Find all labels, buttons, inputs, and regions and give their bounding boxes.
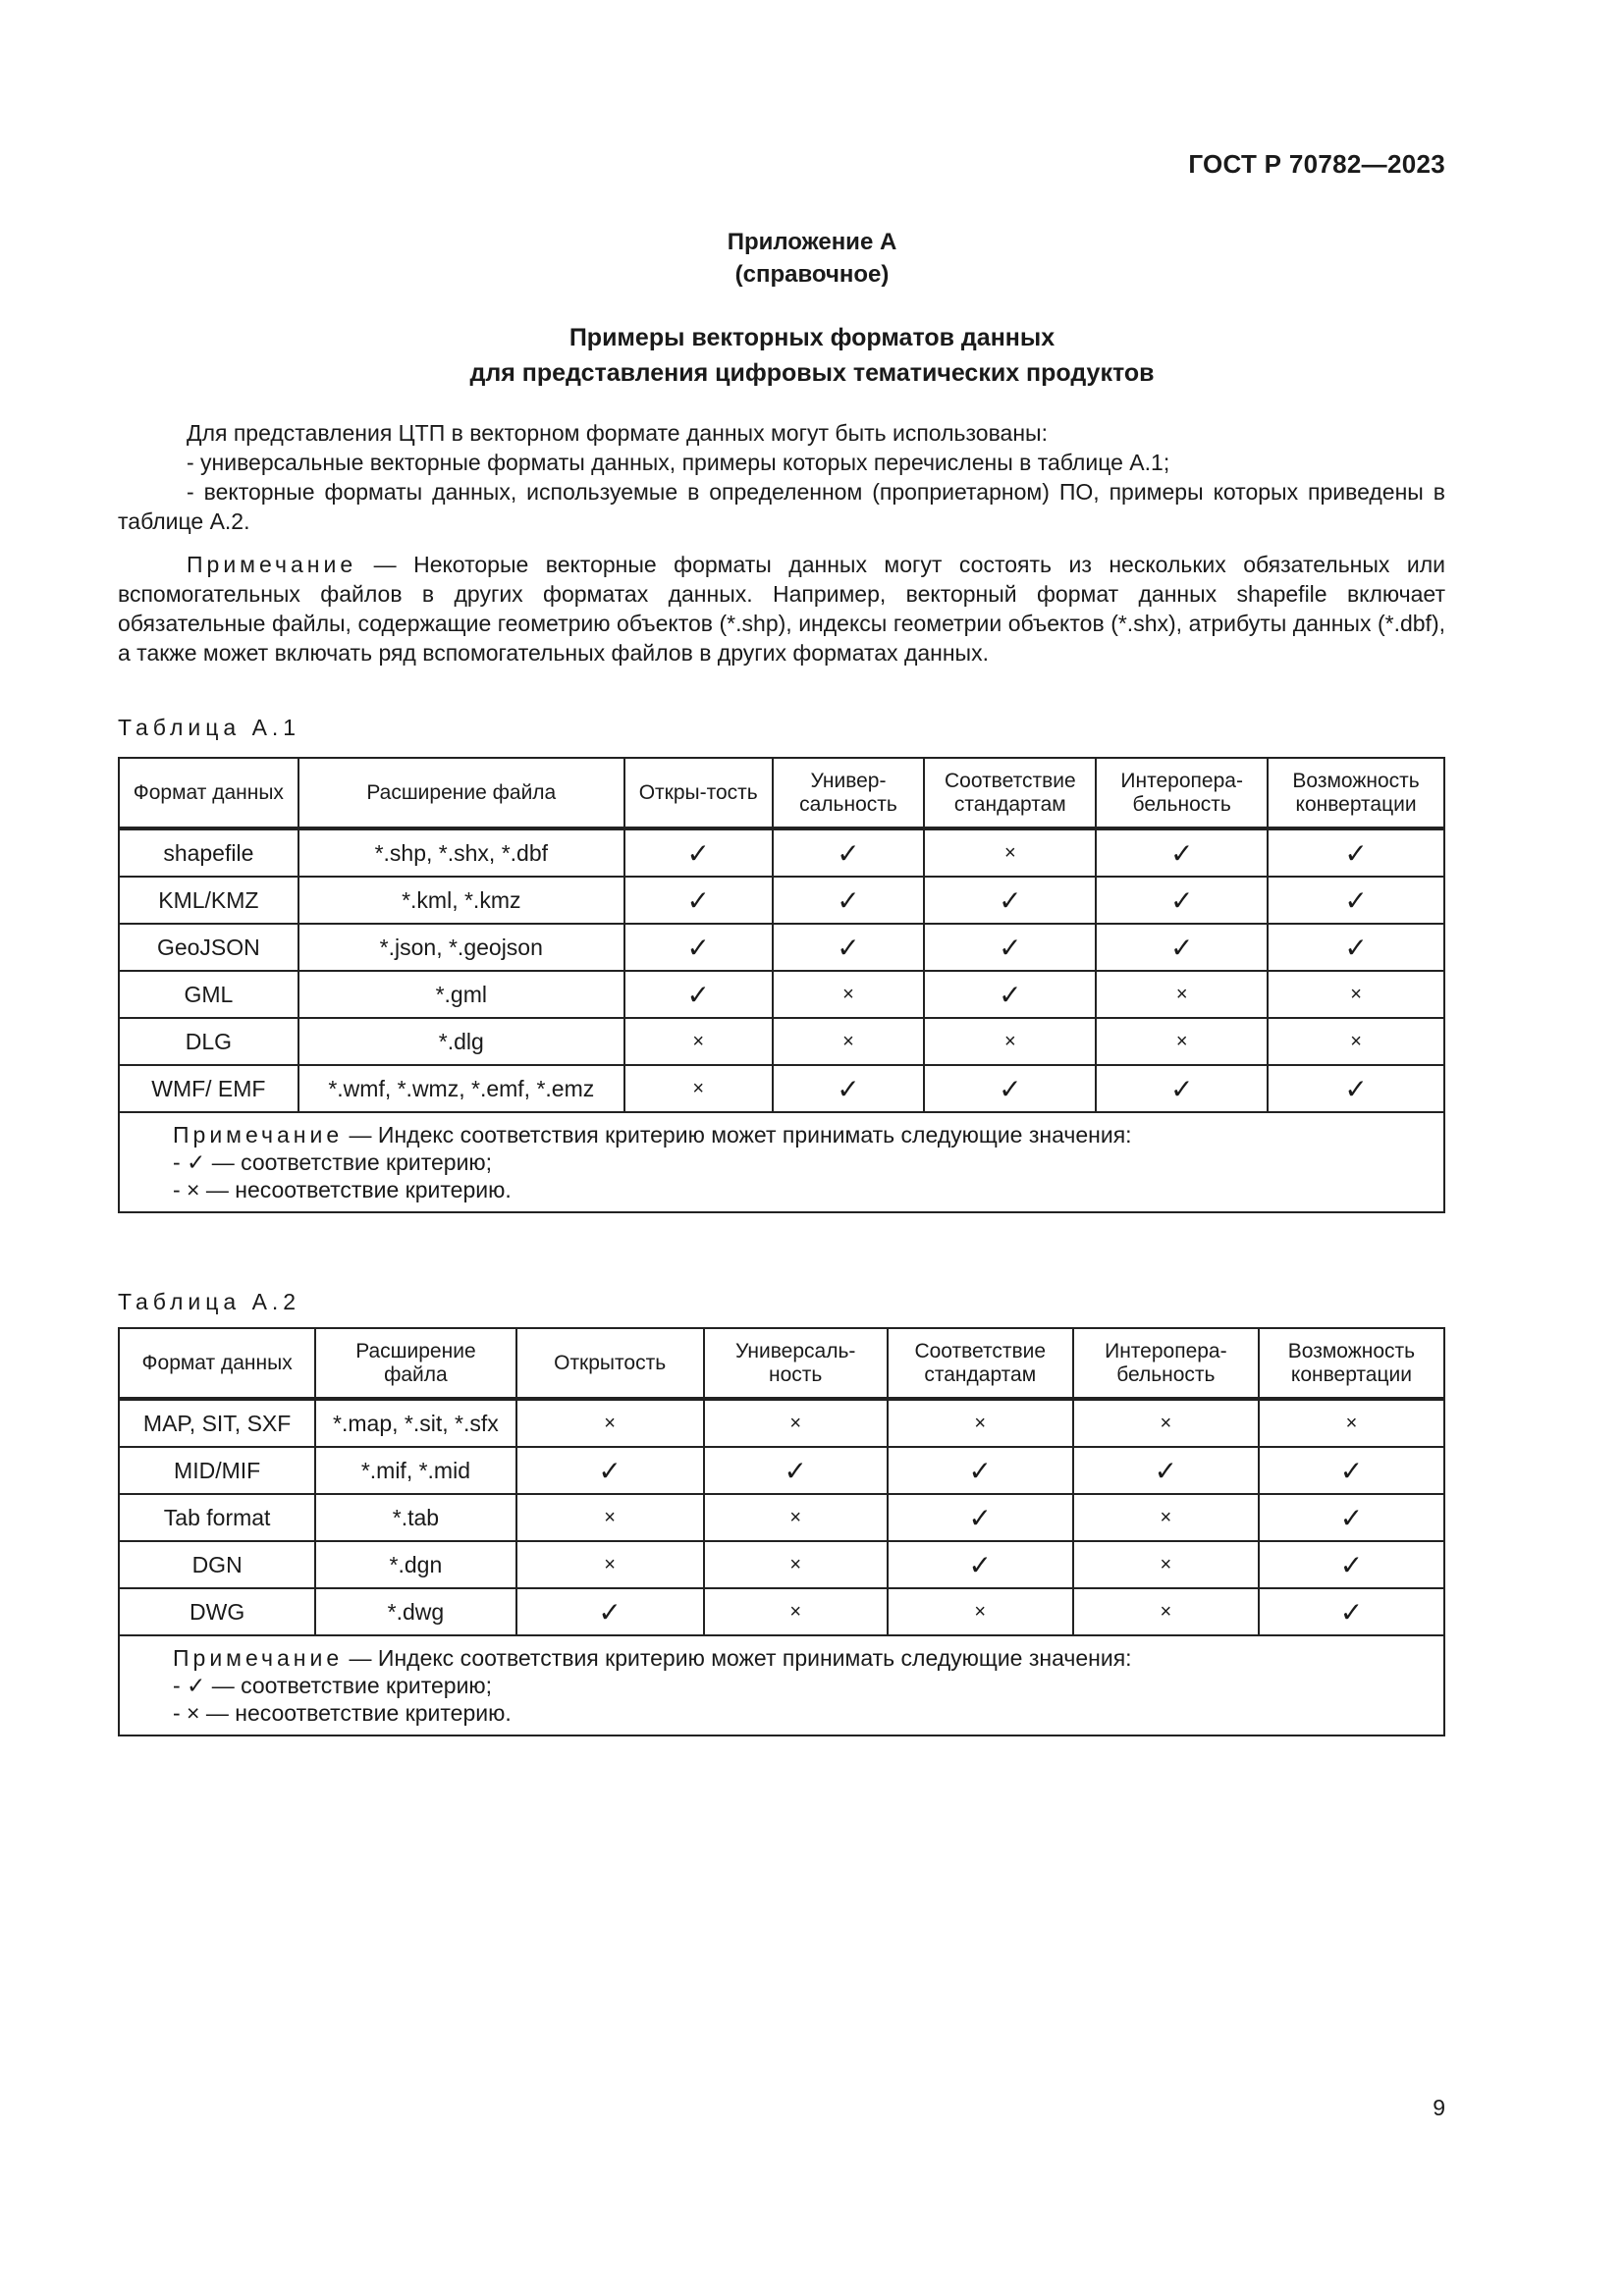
criterion-cell: ✓ — [1268, 877, 1444, 924]
criterion-cell: × — [1073, 1494, 1259, 1541]
table1-header-cell: Откры-тость — [624, 758, 773, 828]
criterion-cell: × — [1073, 1541, 1259, 1588]
criterion-cell: ✓ — [1073, 1447, 1259, 1494]
criterion-cell: × — [1096, 1018, 1268, 1065]
intro-note — [118, 550, 1445, 667]
table1 — [118, 757, 1445, 1213]
format-cell: DWG — [119, 1588, 315, 1635]
table2-caption: Таблица А.2 — [118, 1289, 301, 1314]
extension-cell: *.json, *.geojson — [298, 924, 624, 971]
criterion-cell: × — [924, 1018, 1096, 1065]
criterion-cell: ✓ — [924, 971, 1096, 1018]
table1-note-text: — Индекс соответствия критерию может принимать следующие значения: — [343, 1122, 1132, 1148]
table2-header-cell: Открытость — [516, 1328, 704, 1399]
table2-note-item: - ✓ — соответствие критерию; — [173, 1673, 493, 1698]
criterion-cell: ✓ — [1259, 1447, 1444, 1494]
criterion-cell: ✓ — [516, 1447, 704, 1494]
intro-lead: Для представления ЦТП в векторном формате данных могут быть использованы: — [187, 420, 1048, 446]
table-row — [119, 1447, 1444, 1494]
criterion-cell: ✓ — [924, 877, 1096, 924]
table2-note — [119, 1635, 1444, 1735]
table2-header-cell: Универсаль-ность — [704, 1328, 888, 1399]
criterion-cell: × — [1268, 1018, 1444, 1065]
document-code: ГОСТ Р 70782—2023 — [1188, 149, 1445, 179]
format-cell: KML/KMZ — [119, 877, 298, 924]
format-cell: shapefile — [119, 828, 298, 877]
table1-note-row — [119, 1112, 1444, 1212]
criterion-cell: ✓ — [888, 1494, 1073, 1541]
criterion-cell: × — [773, 971, 925, 1018]
criterion-cell: ✓ — [1268, 828, 1444, 877]
format-cell: WMF/ EMF — [119, 1065, 298, 1112]
intro-note-label: Примечание — [187, 552, 357, 577]
criterion-cell: ✓ — [773, 924, 925, 971]
table1-header-cell: Расширение файла — [298, 758, 624, 828]
criterion-cell: × — [704, 1399, 888, 1447]
criterion-cell: ✓ — [624, 877, 773, 924]
section-title-line2: для представления цифровых тематических продуктов — [469, 359, 1155, 387]
table-row — [119, 924, 1444, 971]
criterion-cell: ✓ — [1096, 924, 1268, 971]
table-row — [119, 1541, 1444, 1588]
table2-header-cell: Возможность конвертации — [1259, 1328, 1444, 1399]
criterion-cell: ✓ — [888, 1447, 1073, 1494]
table-row — [119, 877, 1444, 924]
criterion-cell: × — [1073, 1588, 1259, 1635]
format-cell: DGN — [119, 1541, 315, 1588]
criterion-cell: × — [704, 1588, 888, 1635]
extension-cell: *.dlg — [298, 1018, 624, 1065]
section-title — [0, 320, 1624, 391]
table1-header-cell: Соответствие стандартам — [924, 758, 1096, 828]
criterion-cell: ✓ — [624, 971, 773, 1018]
table1-header-row — [119, 758, 1444, 828]
annex-heading — [0, 226, 1624, 291]
criterion-cell: ✓ — [1268, 924, 1444, 971]
criterion-cell: × — [516, 1541, 704, 1588]
extension-cell: *.dgn — [315, 1541, 515, 1588]
criterion-cell: ✓ — [1096, 877, 1268, 924]
criterion-cell: ✓ — [773, 828, 925, 877]
table2-header-row — [119, 1328, 1444, 1399]
criterion-cell: × — [888, 1588, 1073, 1635]
criterion-cell: ✓ — [888, 1541, 1073, 1588]
table1-note-label: Примечание — [173, 1122, 344, 1148]
criterion-cell: × — [516, 1494, 704, 1541]
criterion-cell: ✓ — [704, 1447, 888, 1494]
intro-item-2: - векторные форматы данных, используемые в определенном (проприетарном) ПО, примеры которых приведены в таблице А.2. — [118, 479, 1445, 534]
table1-header-cell: Формат данных — [119, 758, 298, 828]
extension-cell: *.gml — [298, 971, 624, 1018]
table1-header-cell: Интеропера-бельность — [1096, 758, 1268, 828]
criterion-cell: × — [1096, 971, 1268, 1018]
table-row — [119, 971, 1444, 1018]
table1-caption: Таблица А.1 — [118, 715, 301, 740]
extension-cell: *.shp, *.shx, *.dbf — [298, 828, 624, 877]
intro-item-1: - универсальные векторные форматы данных, примеры которых перечислены в таблице А.1; — [187, 450, 1170, 475]
table1-note-item: - ✓ — соответствие критерию; — [173, 1149, 493, 1175]
table-row — [119, 1018, 1444, 1065]
criterion-cell: ✓ — [773, 1065, 925, 1112]
criterion-cell: ✓ — [1096, 828, 1268, 877]
table1-header-cell: Универ-сальность — [773, 758, 925, 828]
annex-title: Приложение А — [727, 229, 897, 255]
criterion-cell: ✓ — [924, 924, 1096, 971]
criterion-cell: × — [924, 828, 1096, 877]
criterion-cell: ✓ — [924, 1065, 1096, 1112]
intro-note-text: — Некоторые векторные форматы данных могут состоять из нескольких обязательных или вспомогательных файлов в других форматах данных. Например, векторный формат данных shapefile включает обязательные файлы, содержащие геометрию объектов (*.shp), индексы геометрии объектов (*.shx), атрибуты данных (*.dbf), а также может включать ряд вспомогательных файлов в других форматах данных. — [118, 552, 1445, 666]
format-cell: MID/MIF — [119, 1447, 315, 1494]
criterion-cell: ✓ — [1268, 1065, 1444, 1112]
table2-note-row — [119, 1635, 1444, 1735]
criterion-cell: ✓ — [516, 1588, 704, 1635]
criterion-cell: × — [704, 1494, 888, 1541]
criterion-cell: ✓ — [1096, 1065, 1268, 1112]
format-cell: Tab format — [119, 1494, 315, 1541]
table-row — [119, 1399, 1444, 1447]
extension-cell: *.wmf, *.wmz, *.emf, *.emz — [298, 1065, 624, 1112]
extension-cell: *.dwg — [315, 1588, 515, 1635]
criterion-cell: ✓ — [1259, 1541, 1444, 1588]
table2 — [118, 1327, 1445, 1736]
criterion-cell: × — [1259, 1399, 1444, 1447]
extension-cell: *.mif, *.mid — [315, 1447, 515, 1494]
format-cell: GML — [119, 971, 298, 1018]
criterion-cell: × — [888, 1399, 1073, 1447]
table2-header-cell: Соответствие стандартам — [888, 1328, 1073, 1399]
table2-note-label: Примечание — [173, 1645, 344, 1671]
table-row — [119, 1588, 1444, 1635]
criterion-cell: ✓ — [624, 924, 773, 971]
table-row — [119, 828, 1444, 877]
criterion-cell: ✓ — [1259, 1588, 1444, 1635]
criterion-cell: ✓ — [624, 828, 773, 877]
extension-cell: *.kml, *.kmz — [298, 877, 624, 924]
page-number: 9 — [1433, 2095, 1445, 2120]
table1-header-cell: Возможность конвертации — [1268, 758, 1444, 828]
criterion-cell: ✓ — [1259, 1494, 1444, 1541]
table1-note — [119, 1112, 1444, 1212]
table-row — [119, 1494, 1444, 1541]
criterion-cell: × — [704, 1541, 888, 1588]
table2-note-item: - × — несоответствие критерию. — [173, 1700, 512, 1726]
criterion-cell: × — [1073, 1399, 1259, 1447]
table2-header-cell: Интеропера-бельность — [1073, 1328, 1259, 1399]
format-cell: GeoJSON — [119, 924, 298, 971]
section-title-line1: Примеры векторных форматов данных — [568, 324, 1056, 351]
annex-type: (справочное) — [734, 261, 890, 288]
criterion-cell: × — [1268, 971, 1444, 1018]
criterion-cell: × — [624, 1065, 773, 1112]
format-cell: DLG — [119, 1018, 298, 1065]
criterion-cell: × — [516, 1399, 704, 1447]
table2-note-text: — Индекс соответствия критерию может принимать следующие значения: — [343, 1645, 1132, 1671]
table-row — [119, 1065, 1444, 1112]
table2-header-cell: Формат данных — [119, 1328, 315, 1399]
criterion-cell: ✓ — [773, 877, 925, 924]
format-cell: MAP, SIT, SXF — [119, 1399, 315, 1447]
criterion-cell: × — [624, 1018, 773, 1065]
criterion-cell: × — [773, 1018, 925, 1065]
intro-text — [118, 418, 1445, 667]
extension-cell: *.tab — [315, 1494, 515, 1541]
table2-header-cell: Расширение файла — [315, 1328, 515, 1399]
extension-cell: *.map, *.sit, *.sfx — [315, 1399, 515, 1447]
table1-note-item: - × — несоответствие критерию. — [173, 1177, 512, 1202]
